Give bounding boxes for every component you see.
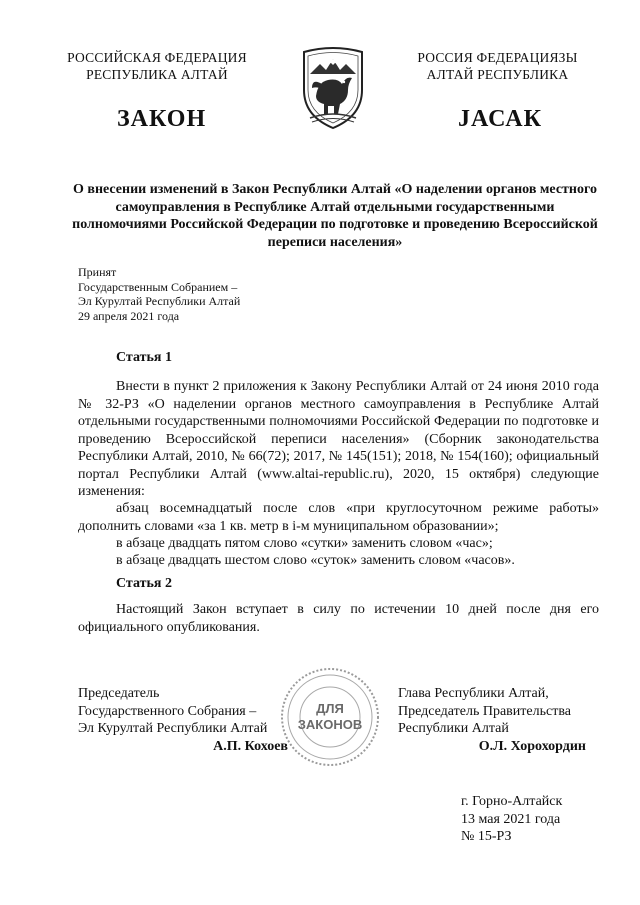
header-left-line2: РЕСПУБЛИКА АЛТАЙ <box>86 67 228 82</box>
adoption-block <box>78 265 240 323</box>
article1-heading: Статья 1 <box>116 350 172 365</box>
law-title: О внесении изменений в Закон Республики Алтай «О наделении органов местного самоуправления в Республике Алтай отдельными государственными полномочиями Российской Федерации по подготовке и проведению Всероссийской переписи населения» <box>72 182 598 250</box>
article1-paragraph3: в абзаце двадцать пятом слово «сутки» заменить словом «час»; <box>116 536 493 551</box>
adoption-date: 29 апреля 2021 года <box>78 308 180 323</box>
signature-right-line1: Глава Республики Алтай, <box>398 686 549 701</box>
article1-paragraph2: абзац восемнадцатый после слов «при круглосуточном режиме работы» дополнить словами «за 1 кв. метр в i-м муниципальном образовании»; <box>78 501 599 534</box>
coat-of-arms-icon <box>298 44 368 130</box>
article1-paragraph1: Внести в пункт 2 приложения к Закону Республики Алтай от 24 июня 2010 года № 32-РЗ «О наделении органов местного самоуправления в Республике Алтай отдельными государственными полномочиями Российской Федерации по подготовке и проведению Всероссийской переписи населения» (Сборник законодательства Республики Алтай, 2010, № 66(72); 2017, № 145(151); 2018, № 154(160); официальный портал Республики Алтай (www.altai-republic.ru), 2020, 15 октября) следующие изменения: <box>78 379 599 499</box>
header-right-line2: АЛТАЙ РЕСПУБЛИКА <box>426 67 569 82</box>
header-right-line1: РОССИЯ ФЕДЕРАЦИЯЗЫ <box>417 50 578 65</box>
header-left-block <box>48 49 266 83</box>
stamp-line2: ЗАКОНОВ <box>297 717 363 732</box>
stamp-seal <box>278 665 382 769</box>
law-number: № 15-РЗ <box>461 829 512 844</box>
date: 13 мая 2021 года <box>461 811 561 827</box>
doc-type-left: ЗАКОН <box>117 106 207 132</box>
signature-left-line3: Эл Курултай Республики Алтай <box>78 721 268 736</box>
signature-right-line2: Председатель Правительства <box>398 703 571 719</box>
signature-right <box>398 685 600 755</box>
header-left-line1: РОССИЙСКАЯ ФЕДЕРАЦИЯ <box>67 50 247 65</box>
article1-paragraph4: в абзаце двадцать шестом слово «суток» заменить словом «часов». <box>116 553 515 568</box>
doc-type-right: ЈАСАК <box>458 106 543 132</box>
signature-left-name-row <box>78 738 288 756</box>
adoption-line2: Государственным Собранием – <box>78 279 238 294</box>
signature-right-name: О.Л. Хорохордин <box>478 738 586 754</box>
signature-right-name-row <box>398 738 600 756</box>
signature-left-name: А.П. Кохоев <box>213 738 288 754</box>
article2-paragraph1: Настоящий Закон вступает в силу по истечении 10 дней после дня его официального опубликования. <box>78 602 599 635</box>
article2-heading: Статья 2 <box>116 576 172 591</box>
signature-left-line1: Председатель <box>78 686 160 701</box>
adoption-line1: Принят <box>78 265 117 279</box>
signature-left <box>78 685 288 755</box>
place: г. Горно-Алтайск <box>461 794 563 809</box>
signature-left-line2: Государственного Собрания – <box>78 703 257 719</box>
signature-right-line3: Республики Алтай <box>398 721 509 736</box>
place-date-block <box>461 793 562 846</box>
stamp-line1: ДЛЯ <box>316 701 344 716</box>
header-right-block <box>395 49 600 83</box>
adoption-line3: Эл Курултай Республики Алтай <box>78 294 241 308</box>
